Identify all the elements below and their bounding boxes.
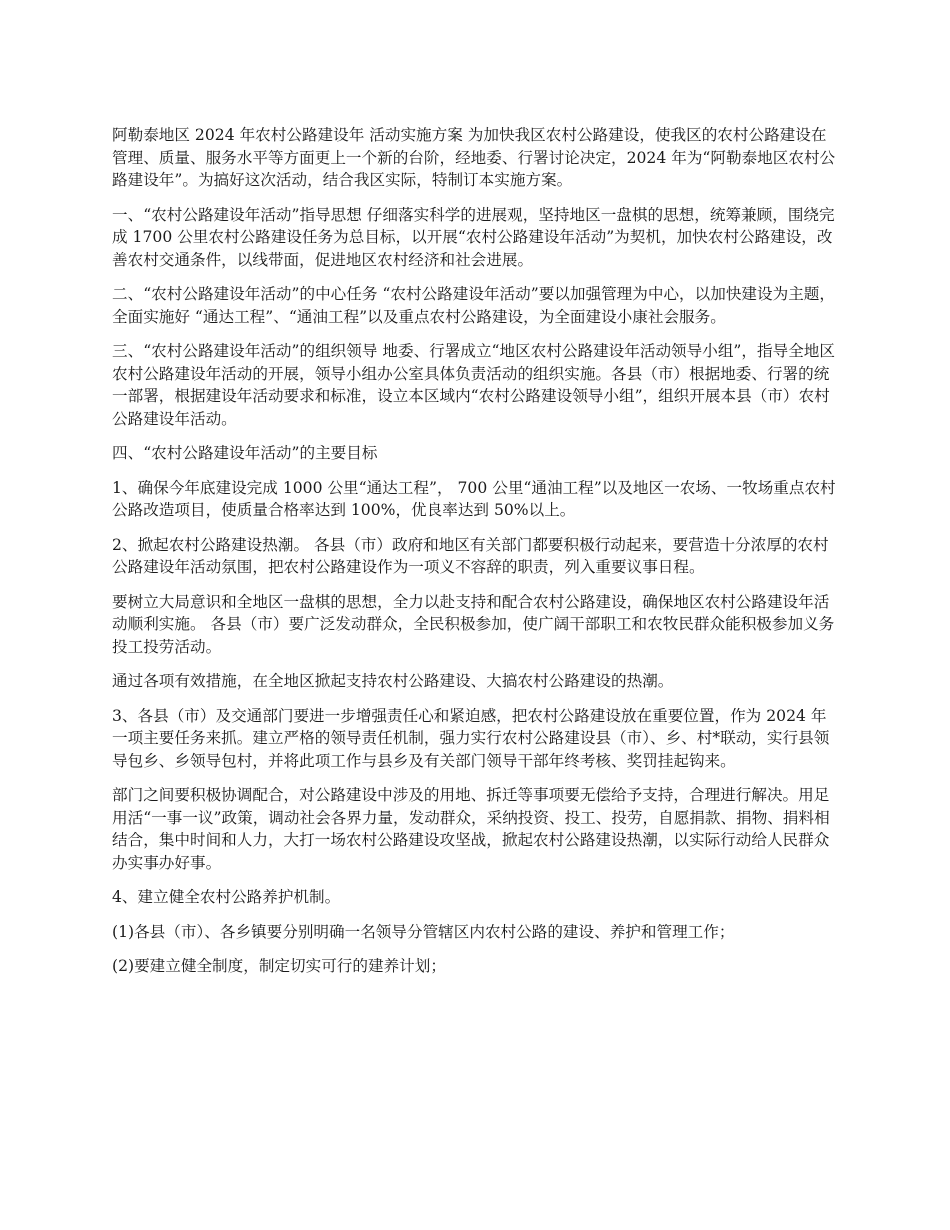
paragraph-coordination: 部门之间要积极协调配合，对公路建设中涉及的用地、拆迁等事项要无偿给予支持，合理进行解决。用足用活“一事一议”政策，调动社会各界力量，发动群众，采纳投资、投工、投劳，自愿捐款、捐物、捐料相结合，集中时间和人力，大打一场农村公路建设攻坚战，掀起农村公路建设热潮，以实际行动给人民群众办实事办好事。 [112, 786, 830, 872]
document-body [112, 124, 840, 990]
paragraph-organization: 三、“农村公路建设年活动”的组织领导 地委、行署成立“地区农村公路建设年活动领导小组”，指导全地区农村公路建设年活动的开展，领导小组办公室具体负责活动的组织实施。各县（市）根据地委、行署的统一部署，根据建设年活动要求和标准，设立本区域内“农村公路建设领导小组”，组织开展本县（市）农村公路建设年活动。 [112, 342, 835, 428]
paragraph-item-2: (2)要建立健全制度，制定切实可行的建养计划； [112, 957, 446, 975]
paragraph-item-1: (1)各县（市）、各乡镇要分别明确一名领导分管辖区内农村公路的建设、养护和管理工作； [112, 922, 735, 941]
paragraph-main-goals-heading: 四、“农村公路建设年活动”的主要目标 [112, 444, 378, 462]
paragraph-goal-1: 1、确保今年底建设完成 1000 公里“通达工程”， 700 公里“通油工程”以及地区一农场、一牧场重点农村公路改造项目，使质量合格率达到 100%，优良率达到 50%以上。 [112, 478, 836, 519]
paragraph-goal-2: 2、掀起农村公路建设热潮。 各县（市）政府和地区有关部门都要积极行动起来，要营造十分浓厚的农村公路建设年活动氛围，把农村公路建设作为一项义不容辞的职责，列入重要议事日程。 [112, 535, 829, 576]
paragraph-goal-4: 4、建立健全农村公路养护机制。 [112, 888, 341, 906]
paragraph-intro: 阿勒泰地区 2024 年农村公路建设年 活动实施方案 为加快我区农村公路建设，使我区的农村公路建设在管理、质量、服务水平等方面更上一个新的台阶，经地委、行署讨论决定，2024 年为“阿勒泰地区农村公路建设年”。为搞好这次活动，结合我区实际，特制订本实施方案。 [112, 126, 836, 189]
paragraph-measures: 通过各项有效措施，在全地区掀起支持农村公路建设、大搞农村公路建设的热潮。 [112, 672, 674, 690]
paragraph-overall-awareness: 要树立大局意识和全地区一盘棋的思想，全力以赴支持和配合农村公路建设，确保地区农村公路建设年活动顺利实施。 各县（市）要广泛发动群众，全民积极参加，使广阔干部职工和农牧民群众能积极参加义务投工投劳活动。 [112, 592, 835, 656]
paragraph-guiding-thought: 一、“农村公路建设年活动”指导思想 仔细落实科学的进展观，坚持地区一盘棋的思想，统筹兼顾，围绕完成 1700 公里农村公路建设任务为总目标，以开展“农村公路建设年活动”为契机，加快农村公路建设，改善农村交通条件，以线带面，促进地区农村经济和社会进展。 [112, 205, 835, 269]
paragraph-central-task: 二、“农村公路建设年活动”的中心任务 “农村公路建设年活动”要以加强管理为中心，以加快建设为主题，全面实施好 “通达工程”、“通油工程”以及重点农村公路建设，为全面建设小康社会服务。 [112, 285, 835, 326]
paragraph-goal-3: 3、各县（市）及交通部门要进一步增强责任心和紧迫感，把农村公路建设放在重要位置，作为 2024 年一项主要任务来抓。建立严格的领导责任机制，强力实行农村公路建设县（市）、乡、村*联动，实行县领导包乡、乡领导包村，并将此项工作与县乡及有关部门领导干部年终考核、奖罚挂起钩来。 [112, 706, 830, 770]
